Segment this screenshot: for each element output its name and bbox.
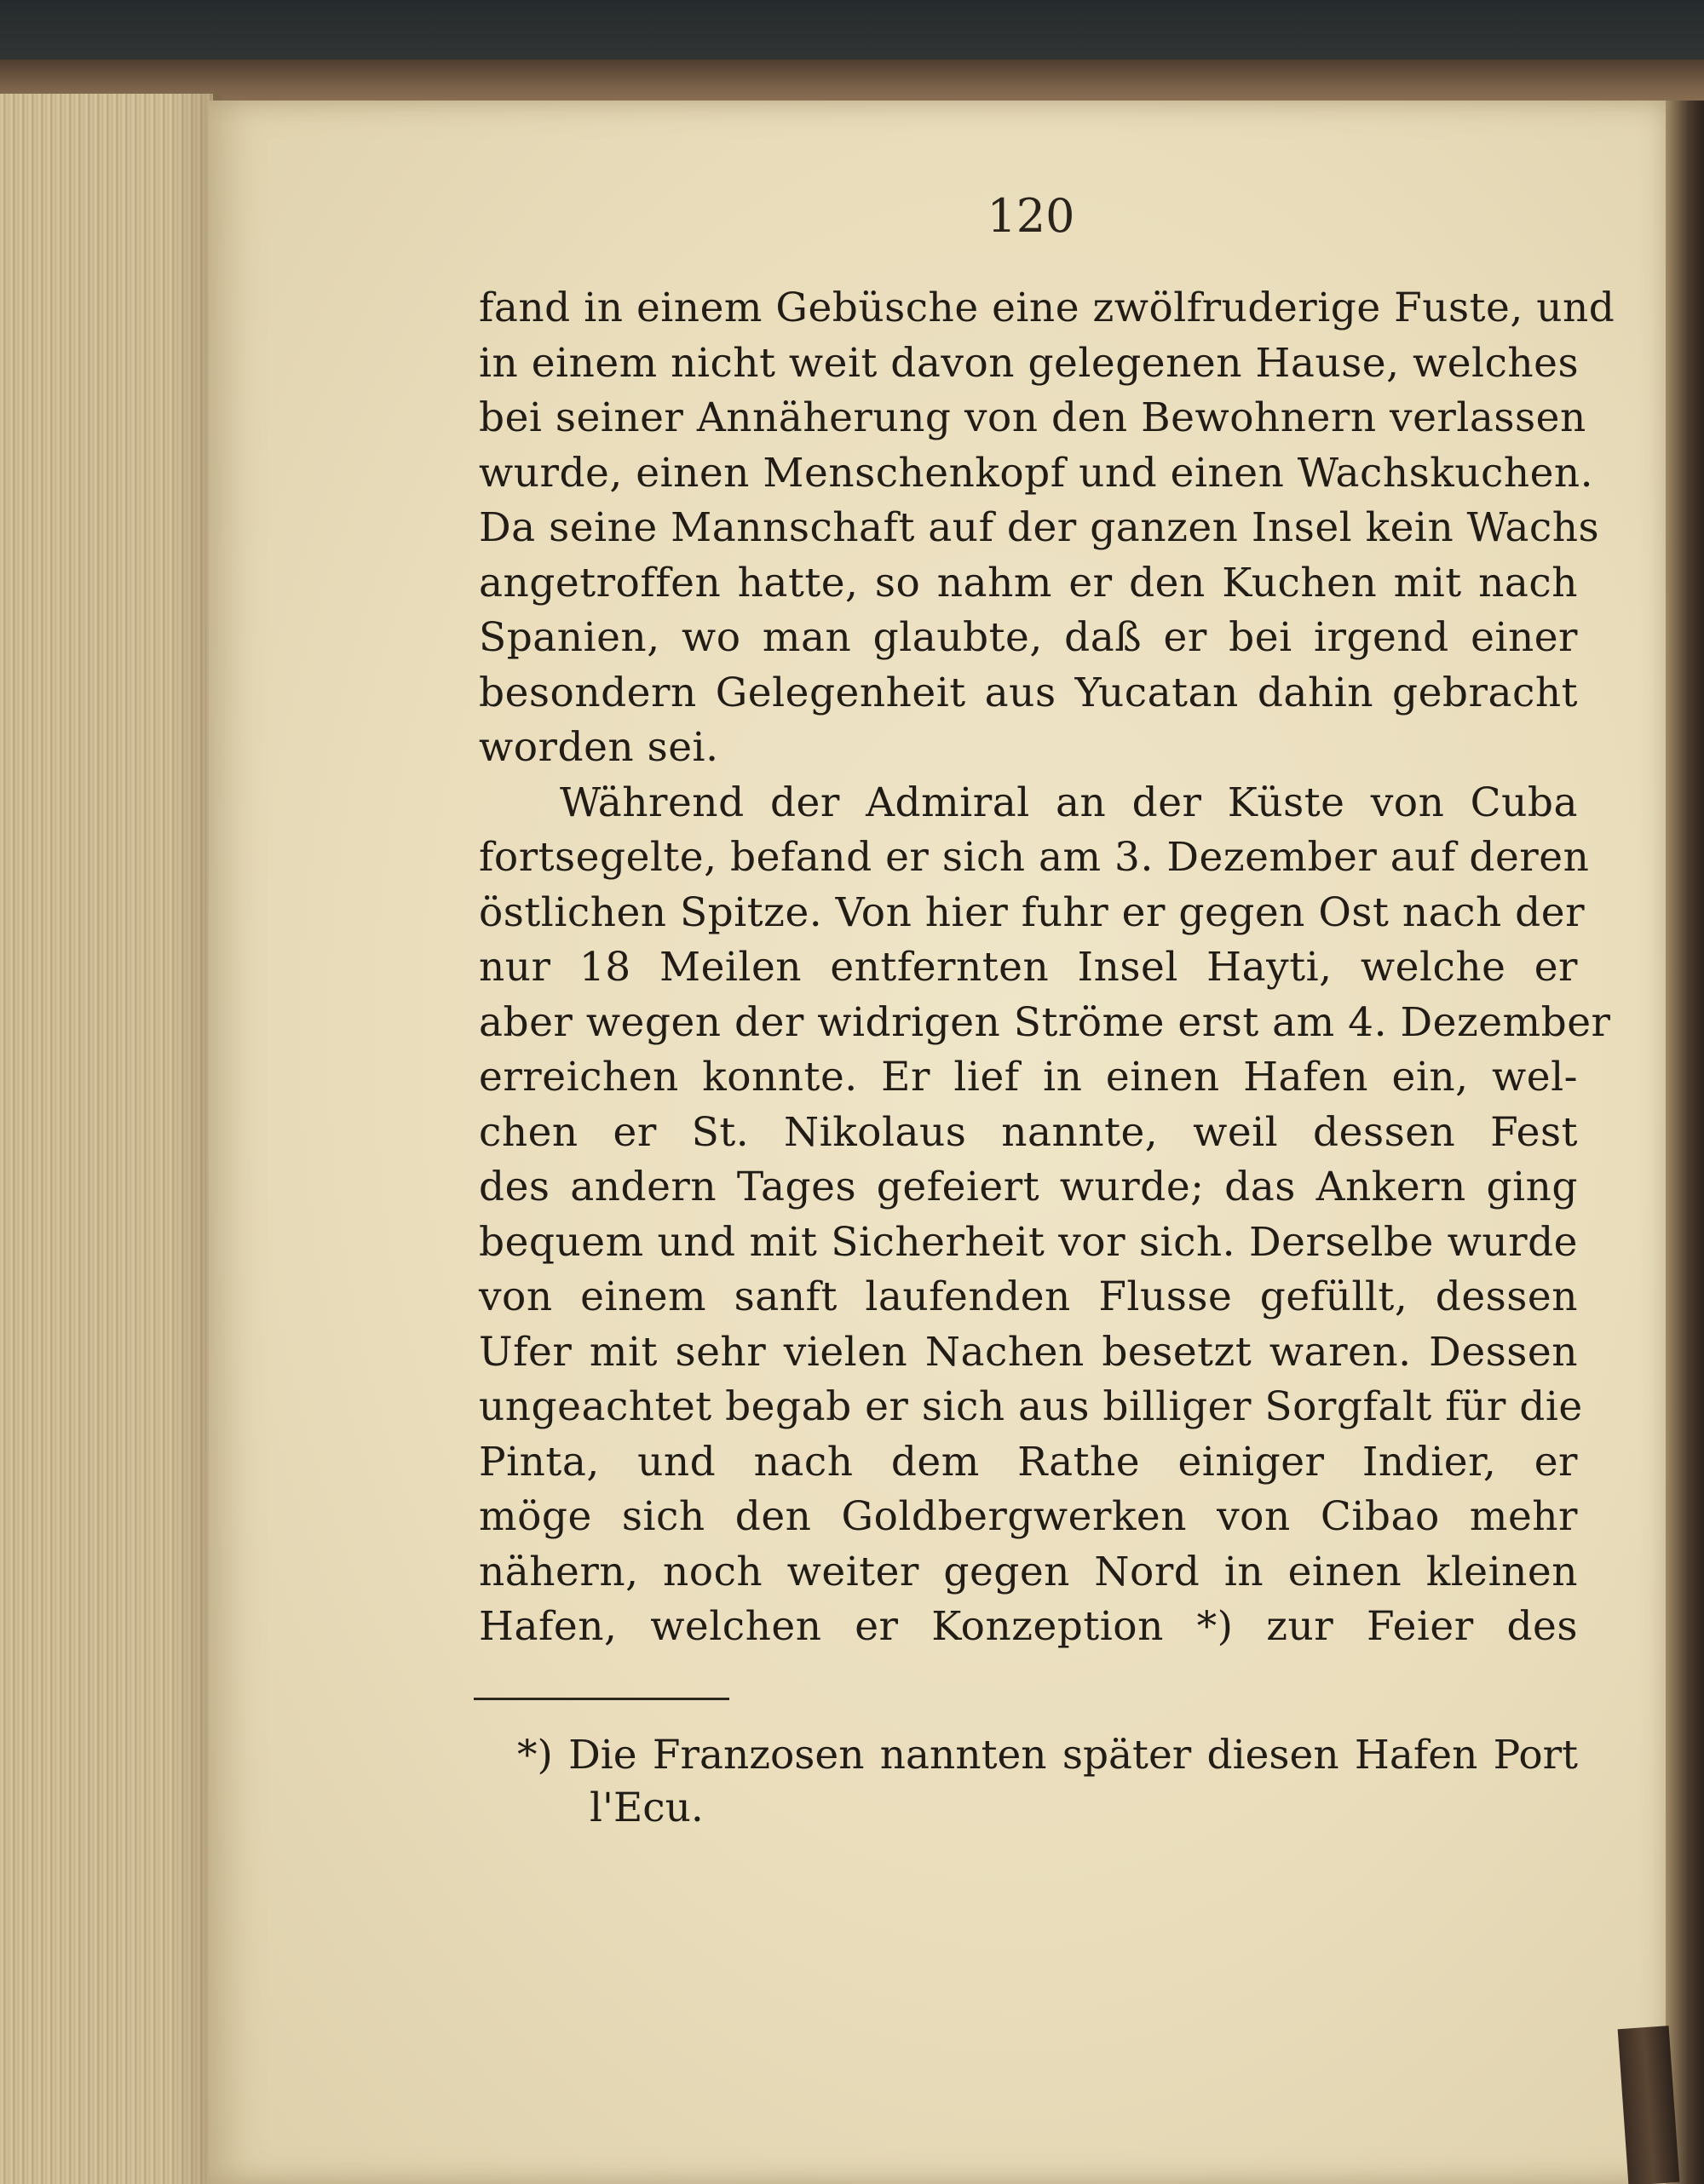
text-line: Pinta, und nach dem Rathe einiger Indier, er — [479, 1438, 1578, 1486]
page-number: 120 — [987, 189, 1075, 243]
text-line: wurde, einen Menschenkopf und einen Wachskuchen. — [479, 449, 1594, 497]
text-line: Hafen, welchen er Konzeption *) zur Feier des — [479, 1603, 1578, 1650]
text-line: von einem sanft laufenden Flusse gefüllt, dessen — [479, 1273, 1578, 1320]
text-line: Ufer mit sehr vielen Nachen besetzt waren. Dessen — [479, 1328, 1578, 1376]
text-line: des andern Tages gefeiert wurde; das Ankern ging — [479, 1164, 1578, 1210]
body-text — [479, 281, 1615, 1655]
text-line: chen er St. Nikolaus nannte, weil dessen Fest — [479, 1108, 1578, 1156]
text-line: fand in einem Gebüsche eine zwölfruderige Fuste, und — [479, 284, 1615, 331]
text-line: fortsegelte, befand er sich am 3. Dezember auf deren — [479, 834, 1590, 881]
footnote-line: l'Ecu. — [590, 1785, 704, 1831]
bookmark-ribbon — [1618, 2026, 1680, 2184]
text-line: Da seine Mannschaft auf der ganzen Insel kein Wachs — [479, 504, 1600, 551]
text-line: angetroffen hatte, so nahm er den Kuchen mit nach — [479, 559, 1578, 606]
text-line: nur 18 Meilen entfernten Insel Hayti, welche er — [479, 944, 1578, 991]
text-line: erreichen konnte. Er lief in einen Hafen ein, wel- — [479, 1054, 1578, 1101]
text-line: bei seiner Annäherung von den Bewohnern verlassen — [479, 394, 1586, 441]
cover-top-edge — [0, 60, 1704, 106]
text-line: aber wegen der widrigen Ströme erst am 4. Dezember — [479, 998, 1611, 1046]
text-line: nähern, noch weiter gegen Nord in einen kleinen — [479, 1548, 1578, 1595]
footnote — [479, 1729, 1578, 1835]
text-line: worden sei. — [479, 724, 719, 771]
text-line: in einem nicht weit davon gelegenen Hause, welches — [479, 339, 1580, 387]
text-line: ungeachtet begab er sich aus billiger Sorgfalt für die — [479, 1383, 1583, 1430]
footnote-divider — [474, 1698, 729, 1700]
text-line: östlichen Spitze. Von hier fuhr er gegen Ost nach der — [479, 888, 1586, 936]
footnote-line: *) Die Franzosen nannten später diesen Hafen Port — [517, 1732, 1578, 1779]
text-line: möge sich den Goldbergwerken von Cibao mehr — [479, 1493, 1578, 1540]
text-line: Spanien, wo man glaubte, daß er bei irgend einer — [479, 614, 1578, 661]
text-line: besondern Gelegenheit aus Yucatan dahin gebracht — [479, 669, 1578, 716]
text-line: Während der Admiral an der Küste von Cuba — [560, 779, 1578, 826]
book-binding-edge — [1666, 101, 1704, 2184]
text-line: bequem und mit Sicherheit vor sich. Derselbe wurde — [479, 1218, 1578, 1266]
